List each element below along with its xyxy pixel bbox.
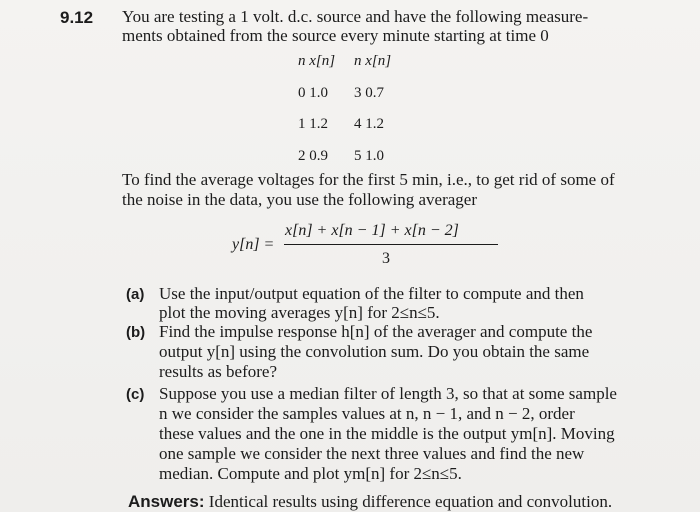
part-a-line-1: Use the input/output equation of the filter to compute and then bbox=[159, 284, 584, 303]
equation-denominator: 3 bbox=[382, 250, 390, 267]
averaging-line-2: the noise in the data, you use the following averager bbox=[122, 190, 477, 209]
part-c-line-5: median. Compute and plot ym[n] for 2≤n≤5. bbox=[159, 464, 462, 483]
part-c-line-3: these values and the one in the middle is the output ym[n]. Moving bbox=[159, 424, 615, 443]
answers-line bbox=[128, 492, 612, 512]
table-cell: 3 0.7 bbox=[354, 85, 384, 101]
part-b-label: (b) bbox=[126, 324, 146, 341]
equation-lhs: y[n] = bbox=[232, 236, 275, 253]
answers-text: Identical results using difference equation and convolution. bbox=[208, 492, 613, 511]
part-b-line-2: output y[n] using the convolution sum. Do you obtain the same bbox=[159, 342, 590, 361]
table-cell: 0 1.0 bbox=[298, 85, 328, 101]
table-header: n x[n] bbox=[298, 53, 336, 69]
part-b-line-1: Find the impulse response h[n] of the averager and compute the bbox=[159, 322, 593, 341]
part-a-label: (a) bbox=[126, 286, 145, 303]
part-c-line-4: one sample we consider the next three values and find the new bbox=[159, 444, 585, 463]
equation-numerator: x[n] + x[n − 1] + x[n − 2] bbox=[285, 222, 459, 239]
table-cell: 1 1.2 bbox=[298, 116, 328, 132]
part-a-line-2: plot the moving averages y[n] for 2≤n≤5. bbox=[159, 303, 440, 322]
averaging-line-1: To find the average voltages for the first 5 min, i.e., to get rid of some of bbox=[122, 170, 615, 189]
table-cell: 2 0.9 bbox=[298, 148, 328, 164]
intro-line-1: You are testing a 1 volt. d.c. source and have the following measure- bbox=[122, 7, 589, 26]
fraction-bar bbox=[284, 244, 498, 245]
table-cell: 4 1.2 bbox=[354, 116, 384, 132]
part-c-line-2: n we consider the samples values at n, n − 1, and n − 2, order bbox=[159, 404, 575, 423]
table-cell: 5 1.0 bbox=[354, 148, 384, 164]
answers-label: Answers: bbox=[128, 492, 205, 511]
part-c-label: (c) bbox=[126, 386, 145, 403]
part-b-line-3: results as before? bbox=[159, 362, 278, 381]
problem-number: 9.12 bbox=[60, 8, 94, 27]
table-header: n x[n] bbox=[354, 53, 392, 69]
part-c-line-1: Suppose you use a median filter of length 3, so that at some sample bbox=[159, 384, 617, 403]
intro-line-2: ments obtained from the source every minute starting at time 0 bbox=[122, 26, 549, 45]
